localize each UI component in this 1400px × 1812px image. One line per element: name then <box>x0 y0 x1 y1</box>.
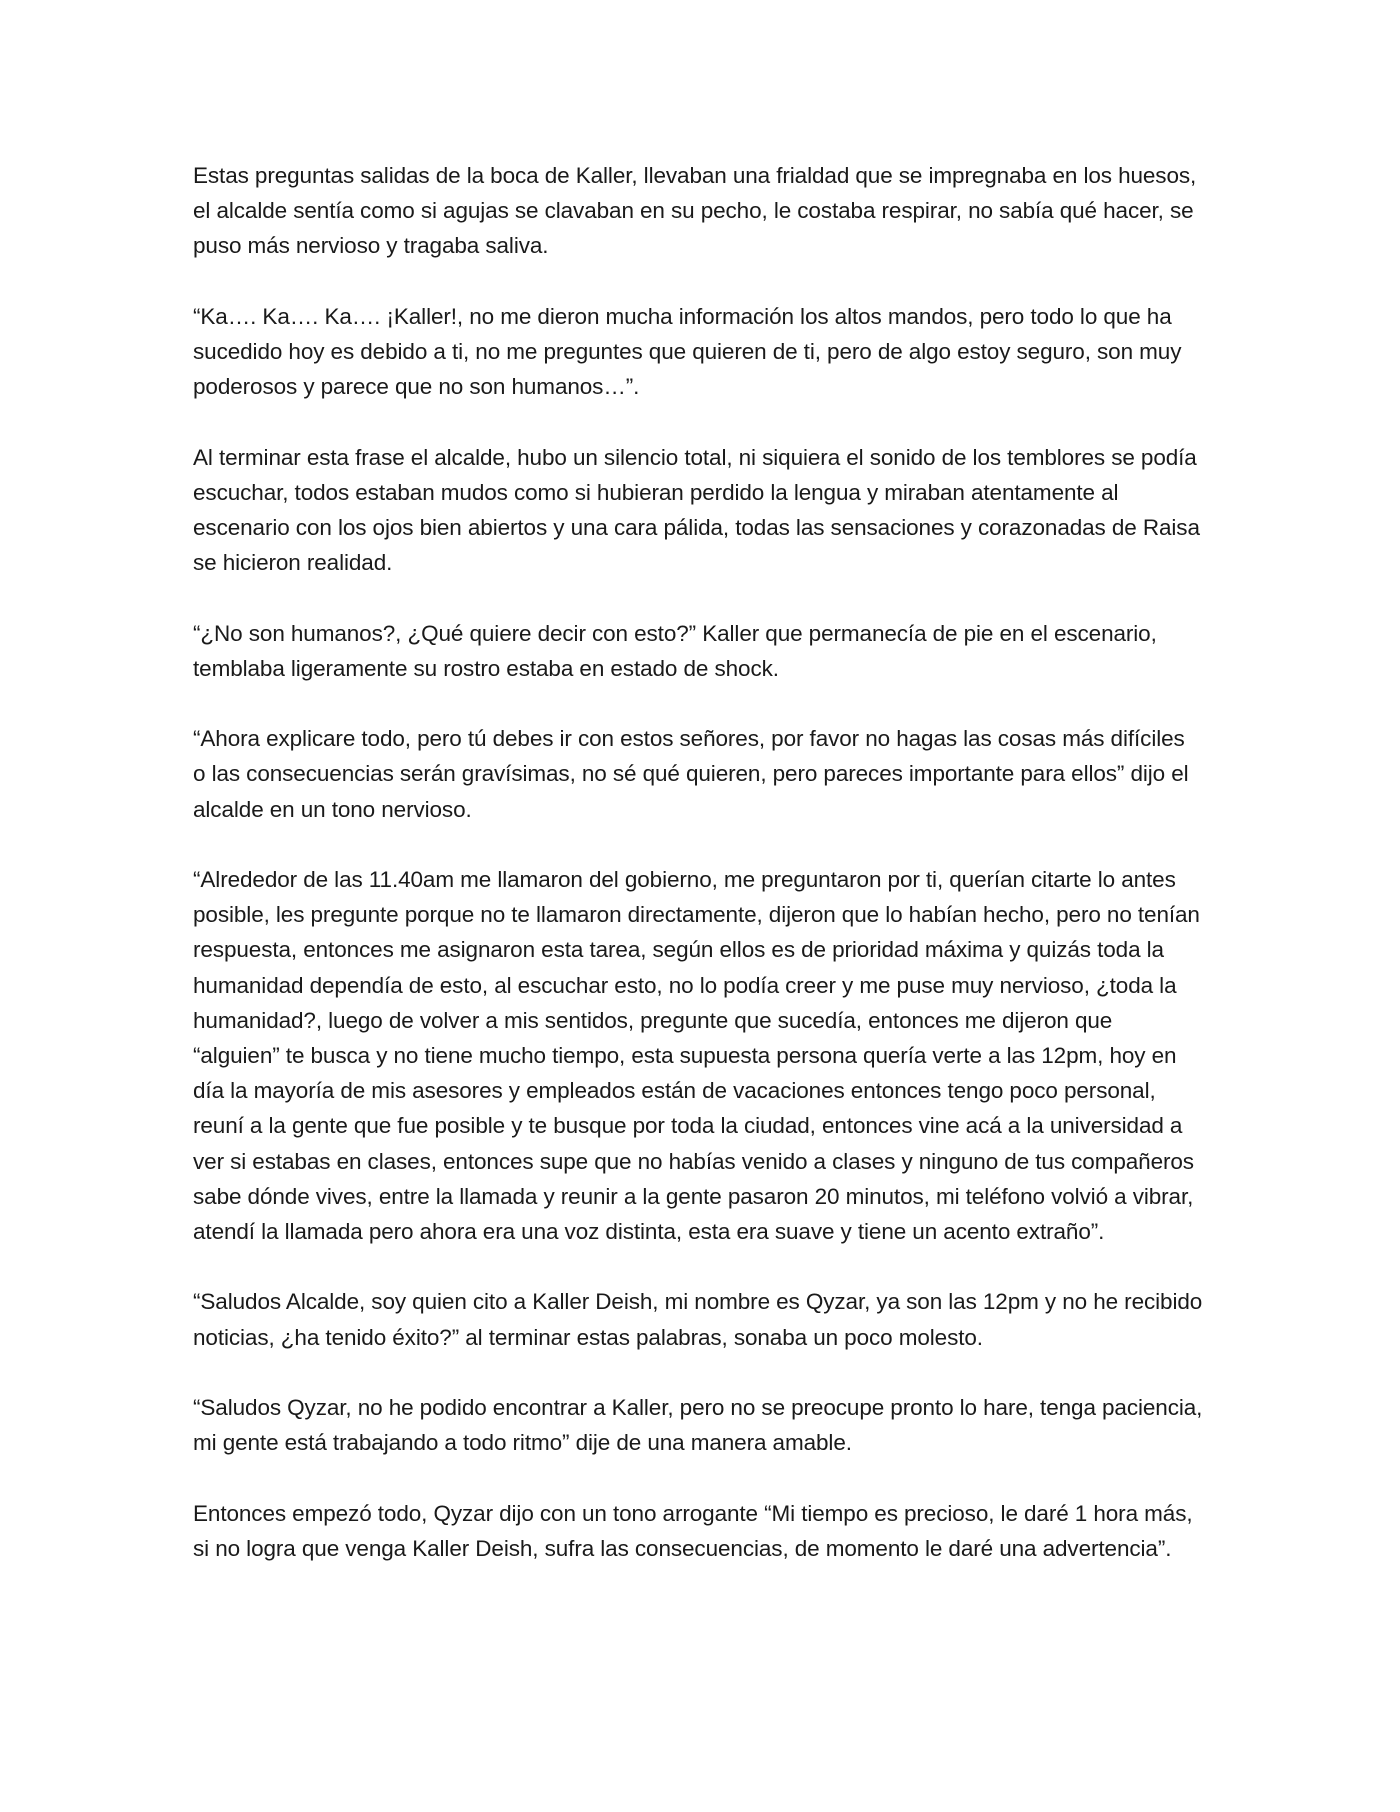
paragraph: “Alrededor de las 11.40am me llamaron del gobierno, me preguntaron por ti, querían citarte lo antes posible, les pregunte porque no te llamaron directamente, dijeron que lo habían hecho, pero no tenían respuesta, entonces me asignaron esta tarea, según ellos es de prioridad máxima y quizás toda la humanidad dependía de esto, al escuchar esto, no lo podía creer y me puse muy nervioso, ¿toda la humanidad?, luego de volver a mis sentidos, pregunte que sucedía, entonces me dijeron que “alguien” te busca y no tiene mucho tiempo, esta supuesta persona quería verte a las 12pm, hoy en día la mayoría de mis asesores y empleados están de vacaciones entonces tengo poco personal, reuní a la gente que fue posible y te busque por toda la ciudad, entonces vine acá a la universidad a ver si estabas en clases, entonces supe que no habías venido a clases y ninguno de tus compañeros sabe dónde vives, entre la llamada y reunir a la gente pasaron 20 minutos, mi teléfono volvió a vibrar, atendí la llamada pero ahora era una voz distinta, esta era suave y tiene un acento extraño”. <box>193 866 1200 1245</box>
paragraph: Entonces empezó todo, Qyzar dijo con un tono arrogante “Mi tiempo es precioso, le daré 1 hora más, si no logra que venga Kaller Deish, sufra las consecuencias, de momento le daré una advertencia”. <box>193 1500 1193 1561</box>
paragraph: Al terminar esta frase el alcalde, hubo un silencio total, ni siquiera el sonido de los temblores se podía escuchar, todos estaban mudos como si hubieran perdido la lengua y miraban atentamente al escenario con los ojos bien abiertos y una cara pálida, todas las sensaciones y corazonadas de Raisa se hicieron realidad. <box>193 444 1200 576</box>
paragraph: “Ahora explicare todo, pero tú debes ir con estos señores, por favor no hagas las cosas más difíciles o las consecuencias serán gravísimas, no sé qué quieren, pero pareces importante para ellos” dijo el alcalde en un tono nervioso. <box>193 726 1189 822</box>
paragraph: “¿No son humanos?, ¿Qué quiere decir con esto?” Kaller que permanecía de pie en el escenario, temblaba ligeramente su rostro estaba en estado de shock. <box>193 620 1157 681</box>
paragraph: “Saludos Qyzar, no he podido encontrar a Kaller, pero no se preocupe pronto lo hare, tenga paciencia, mi gente está trabajando a todo ritmo” dije de una manera amable. <box>193 1395 1203 1456</box>
paragraph: “Saludos Alcalde, soy quien cito a Kaller Deish, mi nombre es Qyzar, ya son las 12pm y no he recibido noticias, ¿ha tenido éxito?” al terminar estas palabras, sonaba un poco molesto. <box>193 1289 1203 1350</box>
document-body <box>193 158 1203 1566</box>
paragraph: “Ka…. Ka…. Ka…. ¡Kaller!, no me dieron mucha información los altos mandos, pero todo lo que ha sucedido hoy es debido a ti, no me preguntes que quieren de ti, pero de algo estoy seguro, son muy poderosos y parece que no son humanos…”. <box>193 303 1182 400</box>
paragraph: Estas preguntas salidas de la boca de Kaller, llevaban una frialdad que se impregnaba en los huesos, el alcalde sentía como si agujas se clavaban en su pecho, le costaba respirar, no sabía qué hacer, se puso más nervioso y tragaba saliva. <box>193 163 1197 259</box>
